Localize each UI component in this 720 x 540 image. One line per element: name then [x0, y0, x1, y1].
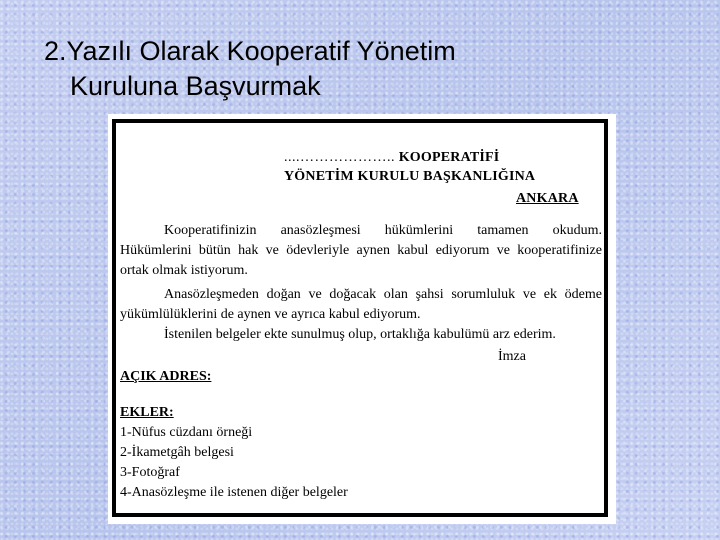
document-header-line-1 — [284, 150, 499, 166]
document-city: ANKARA — [516, 191, 579, 206]
attachment-item-1: 1-Nüfus cüzdanı örneği — [120, 425, 253, 440]
paragraph-1-line-3: ortak olmak istiyorum. — [120, 263, 248, 278]
document-header-line-2: YÖNETİM KURULU BAŞKANLIĞINA — [284, 169, 536, 184]
address-label: AÇIK ADRES: — [120, 369, 212, 384]
paragraph-3: İstenilen belgeler ekte sunulmuş olup, ortaklığa kabulümü arz ederim. — [164, 327, 556, 342]
signature-label: İmza — [498, 349, 526, 364]
attachment-item-2: 2-İkametgâh belgesi — [120, 445, 234, 460]
header-cooperative-label: KOOPERATİFİ — [398, 150, 500, 165]
paragraph-1-line-2: Hükümlerini bütün hak ve ödevleriyle aynen kabul ediyorum ve kooperatifinize — [120, 243, 602, 258]
attachments-label: EKLER: — [120, 405, 174, 420]
slide-title-line-1: 2.Yazılı Olarak Kooperatif Yönetim — [44, 36, 456, 66]
attachment-item-3: 3-Fotoğraf — [120, 465, 180, 480]
slide-title — [44, 34, 664, 104]
paragraph-2-line-2: yükümlülüklerini de aynen ve ayrıca kabul ediyorum. — [120, 307, 421, 322]
petition-document — [112, 119, 608, 517]
paragraph-1-line-1: Kooperatifinizin anasözleşmesi hükümlerini tamamen okudum. — [164, 223, 602, 238]
slide-title-line-2: Kuruluna Başvurmak — [70, 71, 321, 101]
attachment-item-4: 4-Anasözleşme ile istenen diğer belgeler — [120, 485, 348, 500]
petition-document-image — [108, 114, 616, 524]
paragraph-2-line-1: Anasözleşmeden doğan ve doğacak olan şahsi sorumluluk ve ek ödeme — [164, 287, 602, 302]
cooperative-name-blank: ....……………….. — [284, 150, 395, 165]
